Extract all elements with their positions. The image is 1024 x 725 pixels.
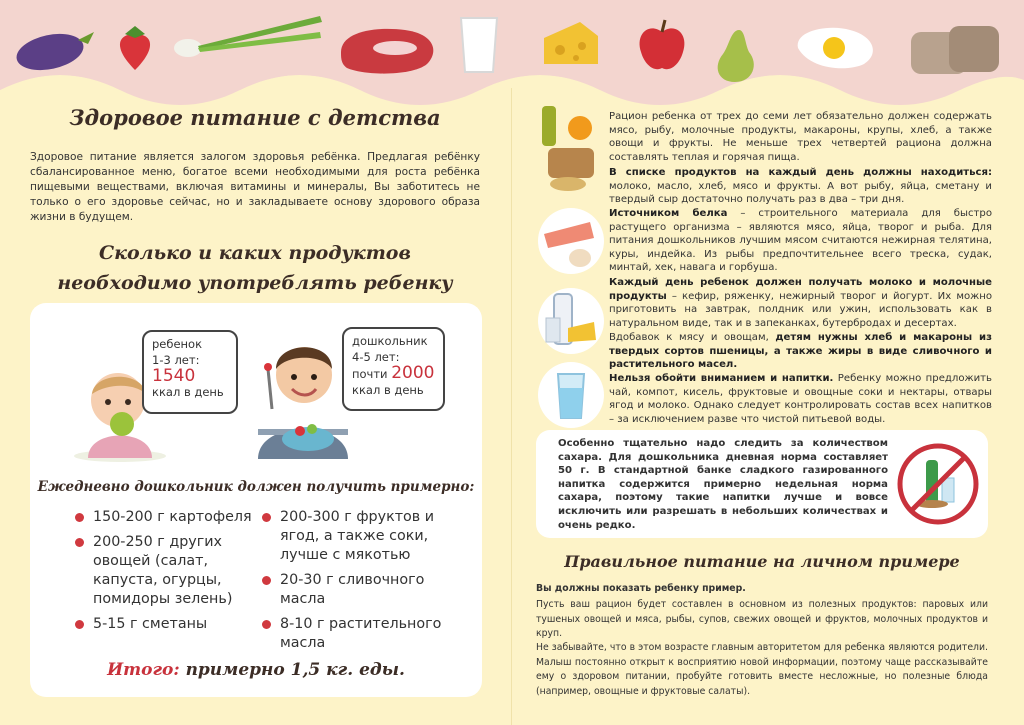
section-title-example: Правильное питание на личном примере xyxy=(564,552,960,571)
milk-cheese-icon xyxy=(538,288,604,354)
total-value: примерно 1,5 кг. еды. xyxy=(185,660,405,680)
water-glass-icon xyxy=(538,362,604,428)
list-item: 200-300 г фруктов и ягод, а также соки, лучше с мякотью xyxy=(262,508,462,565)
list-item: 200-250 г других овощей (салат, капуста, огурцы, помидоры зелень) xyxy=(75,533,265,609)
example-paragraph-2: Не забывайте, что в этом возрасте главным авторитетом для ребенка являются родители. Малыш постоянно открыт к восприятию новой информации, поэтому чаще рассказывайте ему о здоровом питании, пробуйте готовить вместе несложные, но полезные блюда (например, овощные и фруктовые салаты). xyxy=(536,642,988,697)
list-item: 150-200 г картофеля xyxy=(75,508,265,527)
list-item: 20-30 г сливочного масла xyxy=(262,571,462,609)
fish-egg-icon-graphic xyxy=(538,208,604,274)
bread-fats-paragraph: Вдобавок к мясу и овощам, детям нужны хлеб и макароны из твердых сортов пшеницы, а также жиры в виде сливочного и растительного масел. xyxy=(609,332,992,371)
intro-paragraph: Здоровое питание является залогом здоровья ребёнка. Предлагая ребёнку сбалансированное меню, богатое всеми необходимыми для роста ребёнка пищевыми веществами, включая витамины и минералы, Вы заботитесь не только о его здоровье сейчас, но и закладываете основу здорового образа жизни в будущем. xyxy=(30,151,480,223)
intake-list-right xyxy=(262,508,462,659)
strawberry-icon xyxy=(113,22,158,72)
daily-products-paragraph: В списке продуктов на каждый день должны находиться: молоко, масло, хлеб, мясо и фрукты. А вот рыбу, яйца, сметану и твердый сыр достаточно получать раз в два – три дня. xyxy=(609,167,992,206)
water-glass-icon-graphic xyxy=(538,362,604,428)
toddler-calorie-bubble: ребенок 1-3 лет: 1540 ккал в день xyxy=(142,330,238,414)
fish-egg-icon xyxy=(538,208,604,274)
green-onion-icon xyxy=(170,10,330,60)
daily-norm-card xyxy=(30,303,482,697)
protein-paragraph: Источником белка – строительного материала для быстро растущего организма – являются мясо, яйца, творог и рыба. Для питания дошкольников лучшим мясом считаются нежирная телятина, куры, индейка. Из рыбы предпочтительнее всего треска, судак, минтай, хек, навага и горбуша. xyxy=(609,208,992,274)
example-paragraph-1: Пусть ваш рацион будет составлен в основном из полезных продуктов: паровых или тушеных овощей и мяса, рыбы, супов, свежих овощей и фруктов, молочных продуктов и круп. xyxy=(536,599,988,639)
page-title: Здоровое питание с детства xyxy=(69,105,441,130)
milk-glass-icon xyxy=(455,14,503,76)
daily-intake-title: Ежедневно дошкольник должен получить примерно: xyxy=(37,479,475,495)
list-item: 8-10 г растительного масла xyxy=(262,615,462,653)
eggplant-icon xyxy=(12,22,102,77)
fried-egg-icon xyxy=(790,22,880,72)
oil-orange-bread-icon xyxy=(538,104,604,170)
apple-icon xyxy=(635,16,690,74)
list-item: 5-15 г сметаны xyxy=(75,615,265,634)
intake-list-left xyxy=(75,508,265,640)
no-soda-icon xyxy=(896,442,980,526)
toddler-calorie-value: 1540 xyxy=(152,366,196,386)
sugar-warning-box xyxy=(536,430,988,538)
total-line xyxy=(30,660,482,680)
preschooler-calorie-value: 2000 xyxy=(391,363,435,383)
bread-icon xyxy=(905,18,1005,78)
pear-icon xyxy=(705,24,765,86)
example-lead: Вы должны показать ребенку пример. xyxy=(536,583,746,594)
page-divider xyxy=(511,88,512,725)
dairy-paragraph: Каждый день ребенок должен получать молоко и молочные продукты – кефир, ряженку, нежирный творог и йогурт. Их можно приготовить на завтрак, полдник или ужин, использовать как в натуральном виде, так и в запеканках, бутербродах и десертах. xyxy=(609,277,992,329)
cheese-icon xyxy=(540,18,602,68)
section-title-products: Сколько и каких продуктов необходимо употреблять ребенку xyxy=(57,242,453,294)
sugar-warning-text: Особенно тщательно надо следить за количеством сахара. Для дошкольника дневная норма составляет 50 г. В стандартной банке сладкого газированного напитка содержится примерно недельная норма сахара, поэтому такие напитки лучше и вовсе исключить или разрешать в небольших количествах и очень редко. xyxy=(558,438,888,531)
diet-paragraph: Рацион ребенка от трех до семи лет обязательно должен содержать мясо, рыбу, молочные продукты, макароны, крупы, хлеб, а также овощи и фрукты. Не меньше трех четвертей рациона должна составлять теплая и горячая пища. xyxy=(609,111,992,163)
milk-cheese-icon-graphic xyxy=(538,288,604,354)
preschooler-calorie-bubble: дошкольник 4-5 лет: почти 2000 ккал в день xyxy=(342,327,445,411)
steak-icon xyxy=(335,22,440,77)
oil-orange-bread-icon-graphic xyxy=(538,104,604,194)
total-label: Итого: xyxy=(107,660,180,680)
drinks-paragraph: Нельзя обойти вниманием и напитки. Ребенку можно предложить чай, компот, кисель, фруктовые и овощные соки и нектары, отвары ягод и молоко. Однако следует контролировать состав всех напитков – за исключением разве что чистой питьевой воды. xyxy=(609,373,992,425)
